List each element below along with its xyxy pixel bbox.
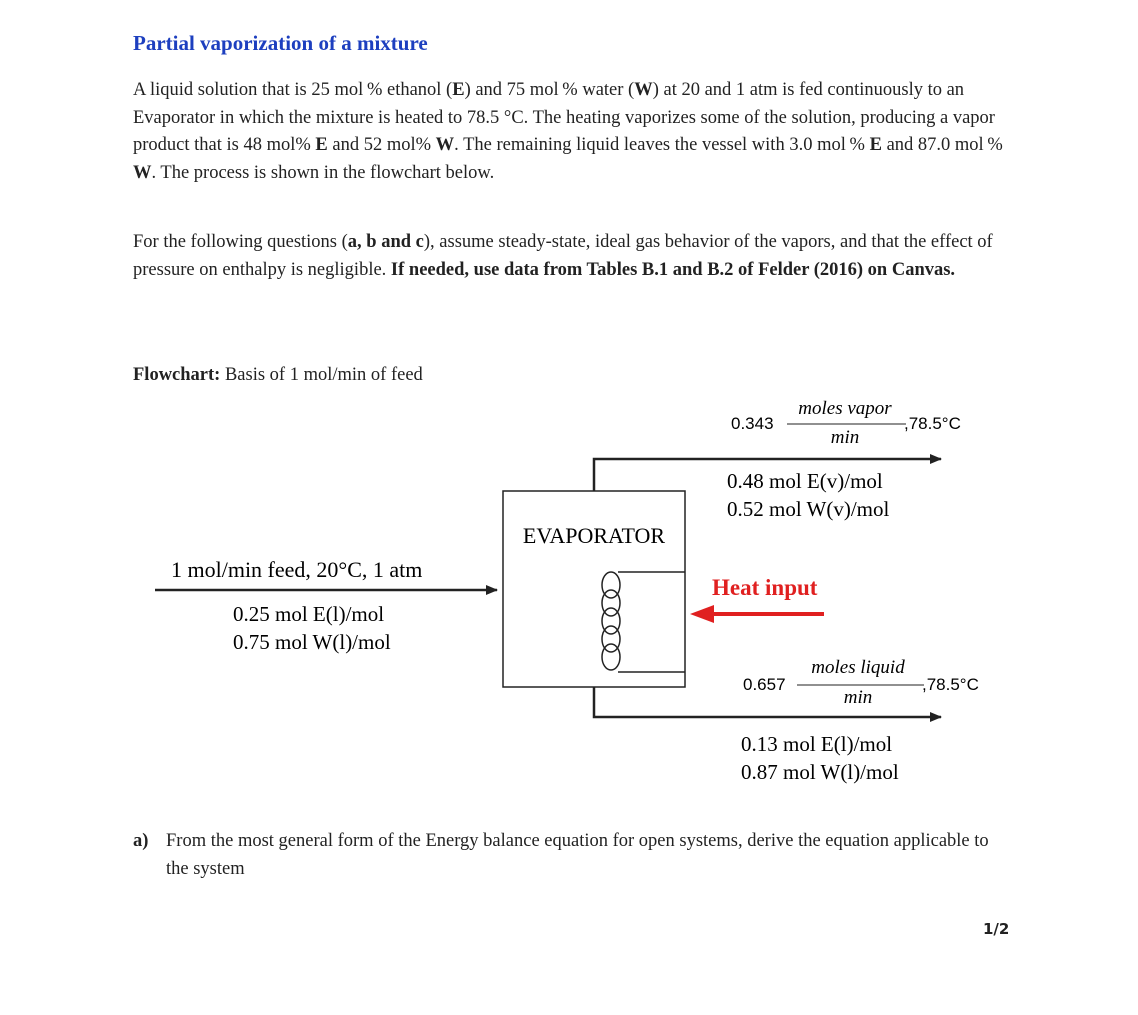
vapor-water: 0.52 mol W(v)/mol	[727, 497, 890, 521]
feed-water: 0.75 mol W(l)/mol	[233, 630, 391, 654]
question-a	[133, 828, 1013, 883]
vapor-temperature: ,78.5°C	[904, 414, 961, 433]
liquid-temperature: ,78.5°C	[922, 675, 979, 694]
bold-run: a, b and c	[347, 232, 424, 252]
page-title: Partial vaporization of a mixture	[133, 31, 428, 55]
feed-ethanol: 0.25 mol E(l)/mol	[233, 602, 385, 626]
text-run: and 87.0 mol %	[881, 135, 1003, 155]
bold-run: If needed, use data from Tables B.1 and B.2 of Felder (2016) on Canvas.	[390, 259, 956, 280]
vapor-ethanol: 0.48 mol E(v)/mol	[727, 469, 883, 493]
text-run: and 52 mol%	[327, 135, 436, 155]
evaporator-box	[503, 491, 685, 687]
text-run: ) at 20 and 1 atm is fed continuously to an Evaporator in which the mixture is heated to 78.5 °C. The heating vaporizes some of the solution, producing a vapor product that is 48 mol%	[133, 80, 995, 155]
text-run: A liquid solution that is 25 mol % ethanol (	[133, 80, 453, 100]
text-run: . The remaining liquid leaves the vessel with 3.0 mol %	[454, 135, 870, 155]
evaporator-label: EVAPORATOR	[522, 523, 666, 548]
bold-run: E	[869, 135, 882, 155]
page-number: 1/2	[983, 920, 1010, 938]
question-text: From the most general form of the Energy balance equation for open systems, derive the equation applicable to the system	[166, 831, 989, 879]
bold-run: W	[133, 162, 152, 183]
bold-run: E	[452, 80, 465, 100]
text-run: . The process is shown in the flowchart below.	[151, 162, 495, 183]
text-run: ) and 75 mol % water (	[464, 80, 635, 100]
flowchart-caption-bold: Flowchart:	[133, 365, 221, 385]
question-label: a)	[133, 831, 149, 851]
liquid-water: 0.87 mol W(l)/mol	[741, 760, 899, 784]
vapor-numerator: moles vapor	[798, 398, 892, 419]
bold-run: W	[634, 80, 653, 100]
liquid-coefficient: 0.657	[743, 675, 786, 694]
bold-run: W	[435, 135, 455, 155]
vapor-coefficient: 0.343	[731, 414, 774, 433]
vapor-denominator: min	[830, 427, 860, 448]
liquid-denominator: min	[843, 687, 873, 708]
heat-input-label: Heat input	[712, 575, 818, 600]
liquid-ethanol: 0.13 mol E(l)/mol	[741, 732, 893, 756]
heating-coil-icon	[602, 572, 685, 672]
feed-header: 1 mol/min feed, 20°C, 1 atm	[171, 557, 423, 582]
liquid-numerator: moles liquid	[811, 657, 905, 678]
flowchart-caption-text: Basis of 1 mol/min of feed	[220, 365, 423, 385]
text-run: For the following questions (	[133, 232, 348, 252]
text-run: ), assume steady-state, ideal gas behavior of the vapors, and that the effect of pressure on enthalpy is negligible.	[133, 232, 993, 280]
bold-run: E	[315, 135, 328, 155]
heat-input-arrowhead	[690, 605, 714, 623]
